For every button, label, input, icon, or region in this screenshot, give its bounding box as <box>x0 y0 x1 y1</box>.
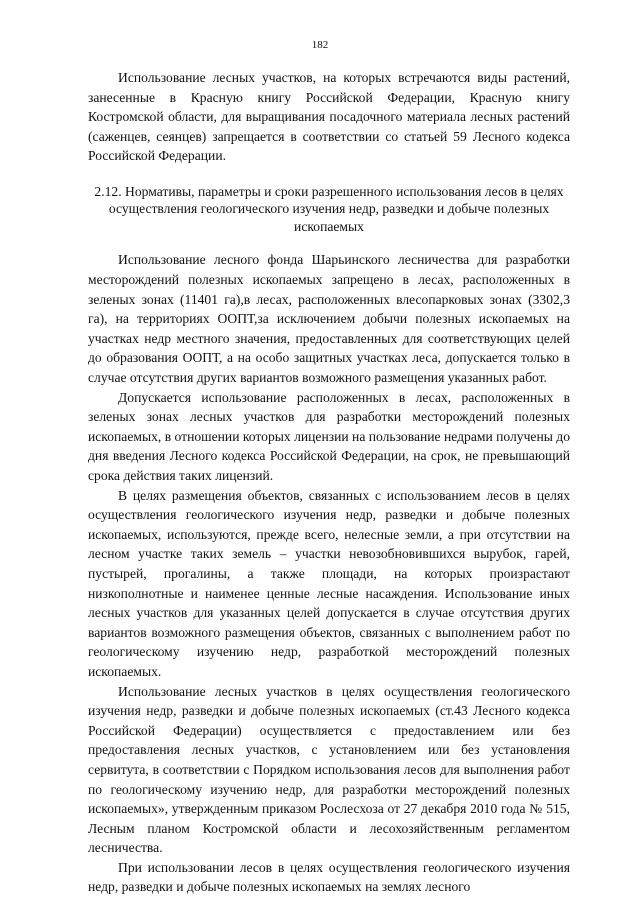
section-heading: 2.12. Нормативы, параметры и сроки разрешенного использования лесов в целях осуществления геологического изучения недр, разведки и добыче полезных ископаемых <box>94 183 564 234</box>
body-paragraph: Использование лесных участков в целях осуществления геологического изучения недр, разведки и добыче полезных ископаемых (ст.43 Лесного кодекса Российской Федерации) осуществляется с предоставлением или без предоставления лесных участков, с установлением или без установления сервитута, в соответствии с Порядком использования лесов для выполнения работ по геологическому изучению недр, для разработки месторождений полезных ископаемых», утвержденным приказом Рослесхоза от 27 декабря 2010 года № 515, Лесным планом Костромской области и лесохозяйственным регламентом лесничества. <box>88 683 570 856</box>
body-paragraph: Использование лесного фонда Шарьинского лесничества для разработки месторождений полезных ископаемых запрещено в лесах, расположенных в зеленых зонах (11401 га),в лесах, расположенных влесопарковых зонах (3302,3 га), на территориях ООПТ,за исключением добычи полезных ископаемых на участках недр местного значения, предоставленных для соответствующих целей до образования ООПТ, а на особо защитных участках леса, допускается только в случае отсутствия других вариантов возможного размещения указанных работ. <box>88 252 570 386</box>
page-number: 182 <box>311 39 329 51</box>
body-paragraph: В целях размещения объектов, связанных с использованием лесов в целях осуществления геологического изучения недр, разведки и добыче полезных ископаемых, используются, прежде всего, нелесные земли, а при отсутствии на лесном участке таких земель – участки невозобновившихся вырубок, гарей, пустырей, прогалины, а также площади, на которых произрастают низкополнотные и наименее ценные лесные насаждения. Использование иных лесных участков для указанных целей допускается в случае отсутствия других вариантов возможного размещения объектов, связанных с выполнением работ по геологическому изучению недр, разработкой месторождений полезных ископаемых. <box>88 487 570 679</box>
intro-paragraph: Использование лесных участков, на которых встречаются виды растений, занесенные в Красную книгу Российской Федерации, Красную книгу Костромской области, для выращивания посадочного материала лесных растений (саженцев, сеянцев) запрещается в соответствии со статьей 59 Лесного кодекса Российской Федерации. <box>88 70 570 164</box>
page-content <box>88 68 570 897</box>
body-paragraph: Допускается использование расположенных в лесах, расположенных в зеленых зонах лесных участков для разработки месторождений полезных ископаемых, в отношении которых лицензии на пользование недрами получены до дня введения Лесного кодекса Российской Федерации, на срок, не превышающий срока действия таких лицензий. <box>88 389 570 483</box>
body-paragraph: При использовании лесов в целях осуществления геологического изучения недр, разведки и добыче полезных ископаемых на землях лесного <box>88 859 570 895</box>
